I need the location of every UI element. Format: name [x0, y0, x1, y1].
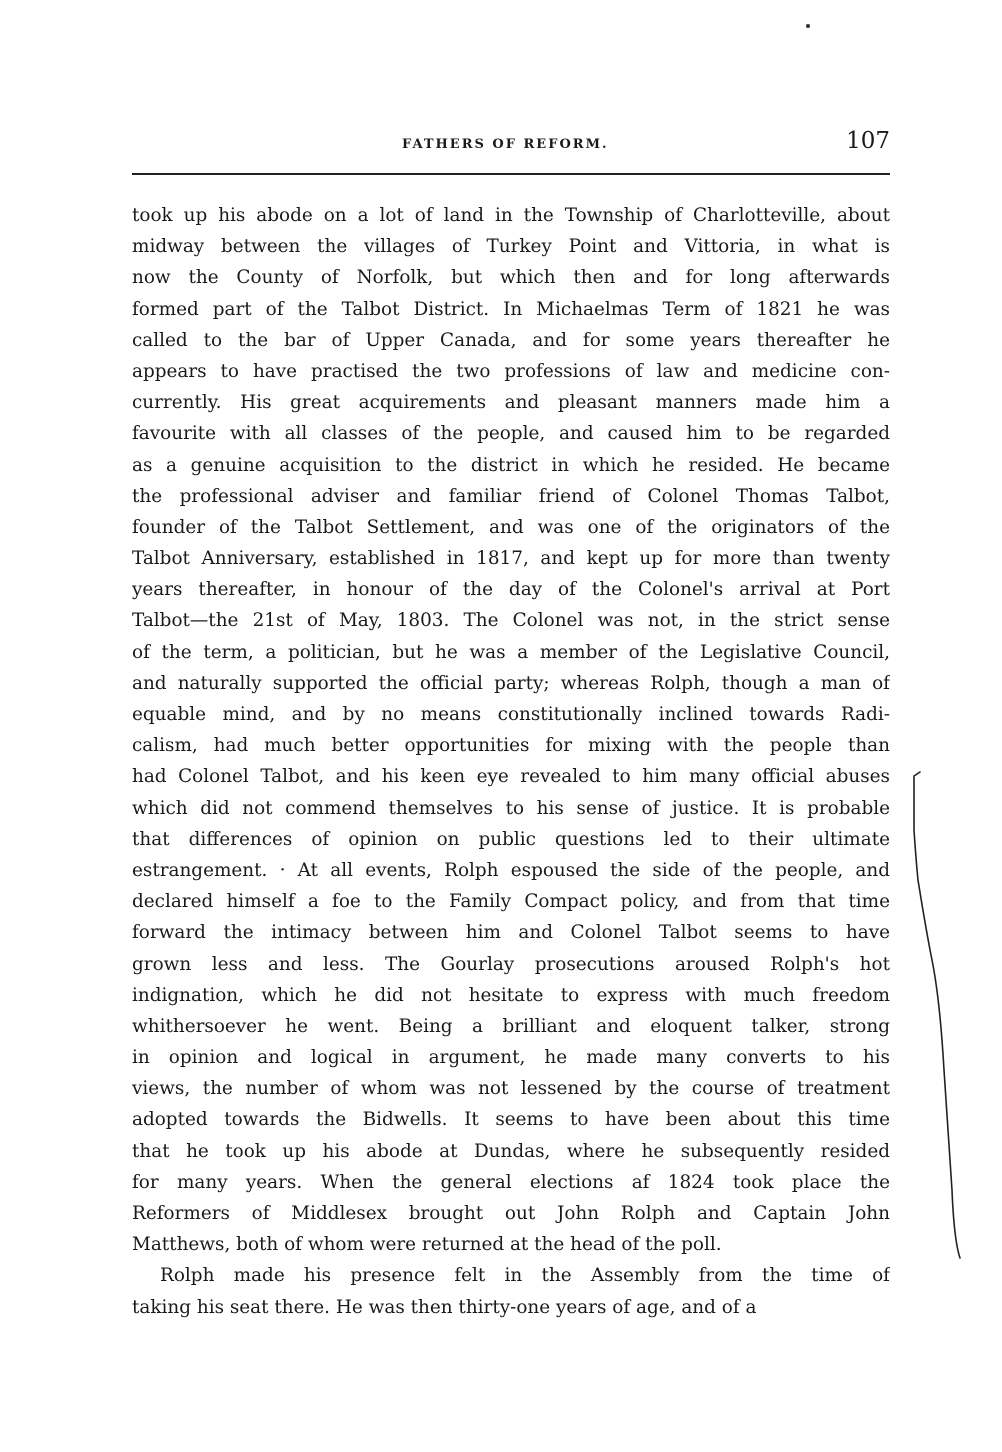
page-header [132, 128, 890, 158]
text-line: declared himself a foe to the Family Compact policy, and from that time [132, 891, 890, 913]
text-line: called to the bar of Upper Canada, and for some years thereafter he [132, 329, 890, 351]
text-line: years thereafter, in honour of the day of the Colonel's arrival at Port [132, 579, 890, 601]
text-line: and naturally supported the official party; whereas Rolph, though a man of [132, 672, 890, 694]
text-line: taking his seat there. He was then thirty-one years of age, and of a [132, 1296, 757, 1318]
text-line: founder of the Talbot Settlement, and was one of the originators of the [132, 516, 890, 538]
page-number: 107 [846, 128, 890, 154]
text-line: forward the intimacy between him and Colonel Talbot seems to have [132, 922, 890, 944]
text-line: that he took up his abode at Dundas, where he subsequently resided [132, 1140, 890, 1162]
text-line: currently. His great acquirements and pleasant manners made him a [132, 392, 890, 414]
text-line: of the term, a politician, but he was a member of the Legislative Council, [132, 641, 890, 663]
text-line: Talbot—the 21st of May, 1803. The Colonel was not, in the strict sense [132, 610, 890, 632]
margin-annotation-mark [900, 770, 970, 1260]
text-line: that differences of opinion on public questions led to their ultimate [132, 828, 890, 850]
text-line: indignation, which he did not hesitate to express with much freedom [132, 984, 890, 1006]
text-line: equable mind, and by no means constitutionally inclined towards Radi- [132, 704, 890, 725]
body-text [132, 200, 890, 1323]
paragraph [132, 1260, 890, 1322]
text-line: now the County of Norfolk, but which then and for long afterwards [132, 267, 890, 289]
text-line: Matthews, both of whom were returned at the head of the poll. [132, 1234, 722, 1256]
text-line: Rolph made his presence felt in the Assembly from the time of [160, 1265, 890, 1287]
text-line: took up his abode on a lot of land in the Township of Charlotteville, about [132, 205, 890, 226]
text-line: Talbot Anniversary, established in 1817, and kept up for more than twenty [132, 548, 890, 570]
paragraph [132, 200, 890, 1260]
text-line: formed part of the Talbot District. In Michaelmas Term of 1821 he was [132, 298, 890, 320]
text-line: grown less and less. The Gourlay prosecutions aroused Rolph's hot [132, 953, 890, 975]
text-line: Reformers of Middlesex brought out John Rolph and Captain John [132, 1203, 890, 1224]
text-line: in opinion and logical in argument, he made many converts to his [132, 1047, 890, 1069]
text-line: adopted towards the Bidwells. It seems to have been about this time [132, 1109, 890, 1131]
text-line: for many years. When the general elections af 1824 took place the [132, 1171, 890, 1193]
text-line: favourite with all classes of the people, and caused him to be regarded [132, 423, 890, 445]
text-line: appears to have practised the two professions of law and medicine con- [132, 360, 890, 382]
running-title: FATHERS OF REFORM. [402, 137, 609, 152]
text-line: whithersoever he went. Being a brilliant and eloquent talker, strong [132, 1015, 890, 1037]
ink-speck [806, 24, 810, 28]
header-rule [132, 173, 890, 175]
text-line: as a genuine acquisition to the district in which he resided. He became [132, 454, 890, 476]
text-line: the professional adviser and familiar friend of Colonel Thomas Talbot, [132, 485, 890, 507]
text-line: calism, had much better opportunities for mixing with the people than [132, 735, 890, 757]
text-line: had Colonel Talbot, and his keen eye revealed to him many official abuses [132, 766, 890, 788]
text-line: views, the number of whom was not lessened by the course of treatment [132, 1078, 890, 1100]
text-line: midway between the villages of Turkey Point and Vittoria, in what is [132, 236, 890, 258]
text-line: estrangement. · At all events, Rolph espoused the side of the people, and [132, 859, 890, 881]
text-line: which did not commend themselves to his sense of justice. It is probable [132, 797, 890, 819]
